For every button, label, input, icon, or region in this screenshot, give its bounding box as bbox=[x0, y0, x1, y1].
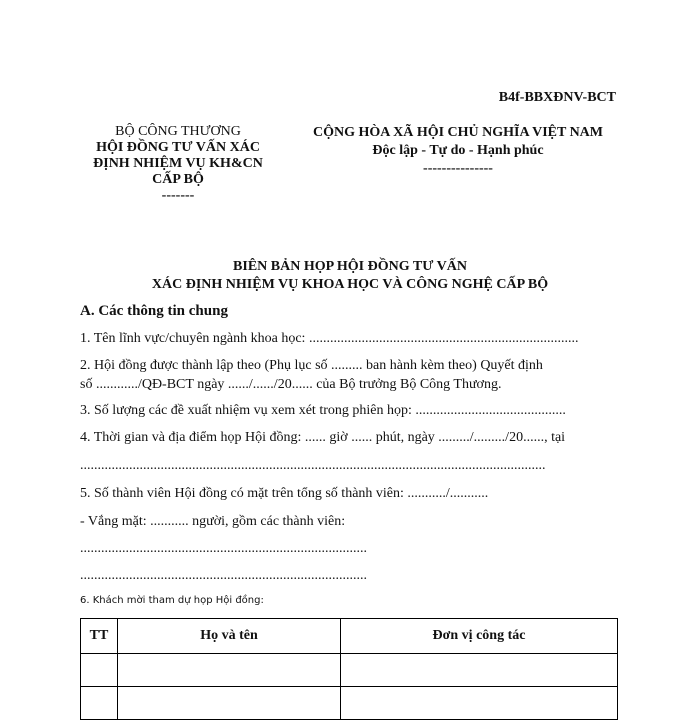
right-divider: --------------- bbox=[423, 161, 493, 176]
item-3: 3. Số lượng các đề xuất nhiệm vụ xem xét trong phiên họp: ........................................... bbox=[80, 403, 566, 418]
absent-line1: .................................................................................. bbox=[80, 541, 367, 556]
nation-name: CỘNG HÒA XÃ HỘI CHỦ NGHĨA VIỆT NAM bbox=[312, 125, 603, 140]
section-a-heading: A. Các thông tin chung bbox=[80, 303, 228, 319]
national-motto: Độc lập - Tự do - Hạnh phúc bbox=[372, 143, 544, 158]
table-cell[interactable] bbox=[81, 654, 118, 687]
table-cell[interactable] bbox=[341, 687, 618, 720]
col-header-tt: TT bbox=[81, 619, 118, 654]
guest-table bbox=[80, 618, 618, 720]
table-row bbox=[81, 687, 618, 720]
issuing-agency-header bbox=[78, 124, 278, 204]
col-header-unit: Đơn vị công tác bbox=[341, 619, 618, 654]
item-4-line2: ..................................................................................................................................... bbox=[80, 458, 546, 473]
absent-line2: .................................................................................. bbox=[80, 568, 367, 583]
item-1: 1. Tên lĩnh vực/chuyên ngành khoa học: ............................................................................. bbox=[80, 331, 579, 346]
document-title bbox=[80, 258, 620, 294]
item-2-line2: số ............/QĐ-BCT ngày ....../....../20...... của Bộ trưởng Bộ Công Thương. bbox=[80, 377, 502, 392]
title-line2: XÁC ĐỊNH NHIỆM VỤ KHOA HỌC VÀ CÔNG NGHỆ CẤP BỘ bbox=[151, 277, 549, 292]
national-header bbox=[288, 124, 628, 178]
table-cell[interactable] bbox=[118, 654, 341, 687]
table-header-row bbox=[81, 619, 618, 654]
table-cell[interactable] bbox=[118, 687, 341, 720]
table-cell[interactable] bbox=[81, 687, 118, 720]
item-2-line1: 2. Hội đồng được thành lập theo (Phụ lục số ......... ban hành kèm theo) Quyết định bbox=[80, 358, 543, 373]
absent-members: - Vắng mặt: ........... người, gồm các thành viên: bbox=[80, 514, 346, 529]
item-6: 6. Khách mời tham dự họp Hội đồng: bbox=[80, 595, 264, 606]
council-name-line3: CẤP BỘ bbox=[152, 172, 204, 187]
council-name-line2: ĐỊNH NHIỆM VỤ KH&CN bbox=[93, 156, 263, 171]
item-5: 5. Số thành viên Hội đồng có mặt trên tổng số thành viên: .........../........... bbox=[80, 486, 489, 501]
form-code: B4f-BBXĐNV-BCT bbox=[498, 90, 616, 105]
table-row bbox=[81, 654, 618, 687]
item-4-line1: 4. Thời gian và địa điểm họp Hội đồng: ...... giờ ...... phút, ngày ........./........./20......, tại bbox=[80, 430, 566, 445]
ministry-name: BỘ CÔNG THƯƠNG bbox=[115, 124, 241, 139]
left-divider: ------- bbox=[161, 188, 195, 203]
table-cell[interactable] bbox=[341, 654, 618, 687]
col-header-name: Họ và tên bbox=[118, 619, 341, 654]
council-name-line1: HỘI ĐỒNG TƯ VẤN XÁC bbox=[96, 140, 260, 155]
title-line1: BIÊN BẢN HỌP HỘI ĐỒNG TƯ VẤN bbox=[233, 259, 467, 274]
